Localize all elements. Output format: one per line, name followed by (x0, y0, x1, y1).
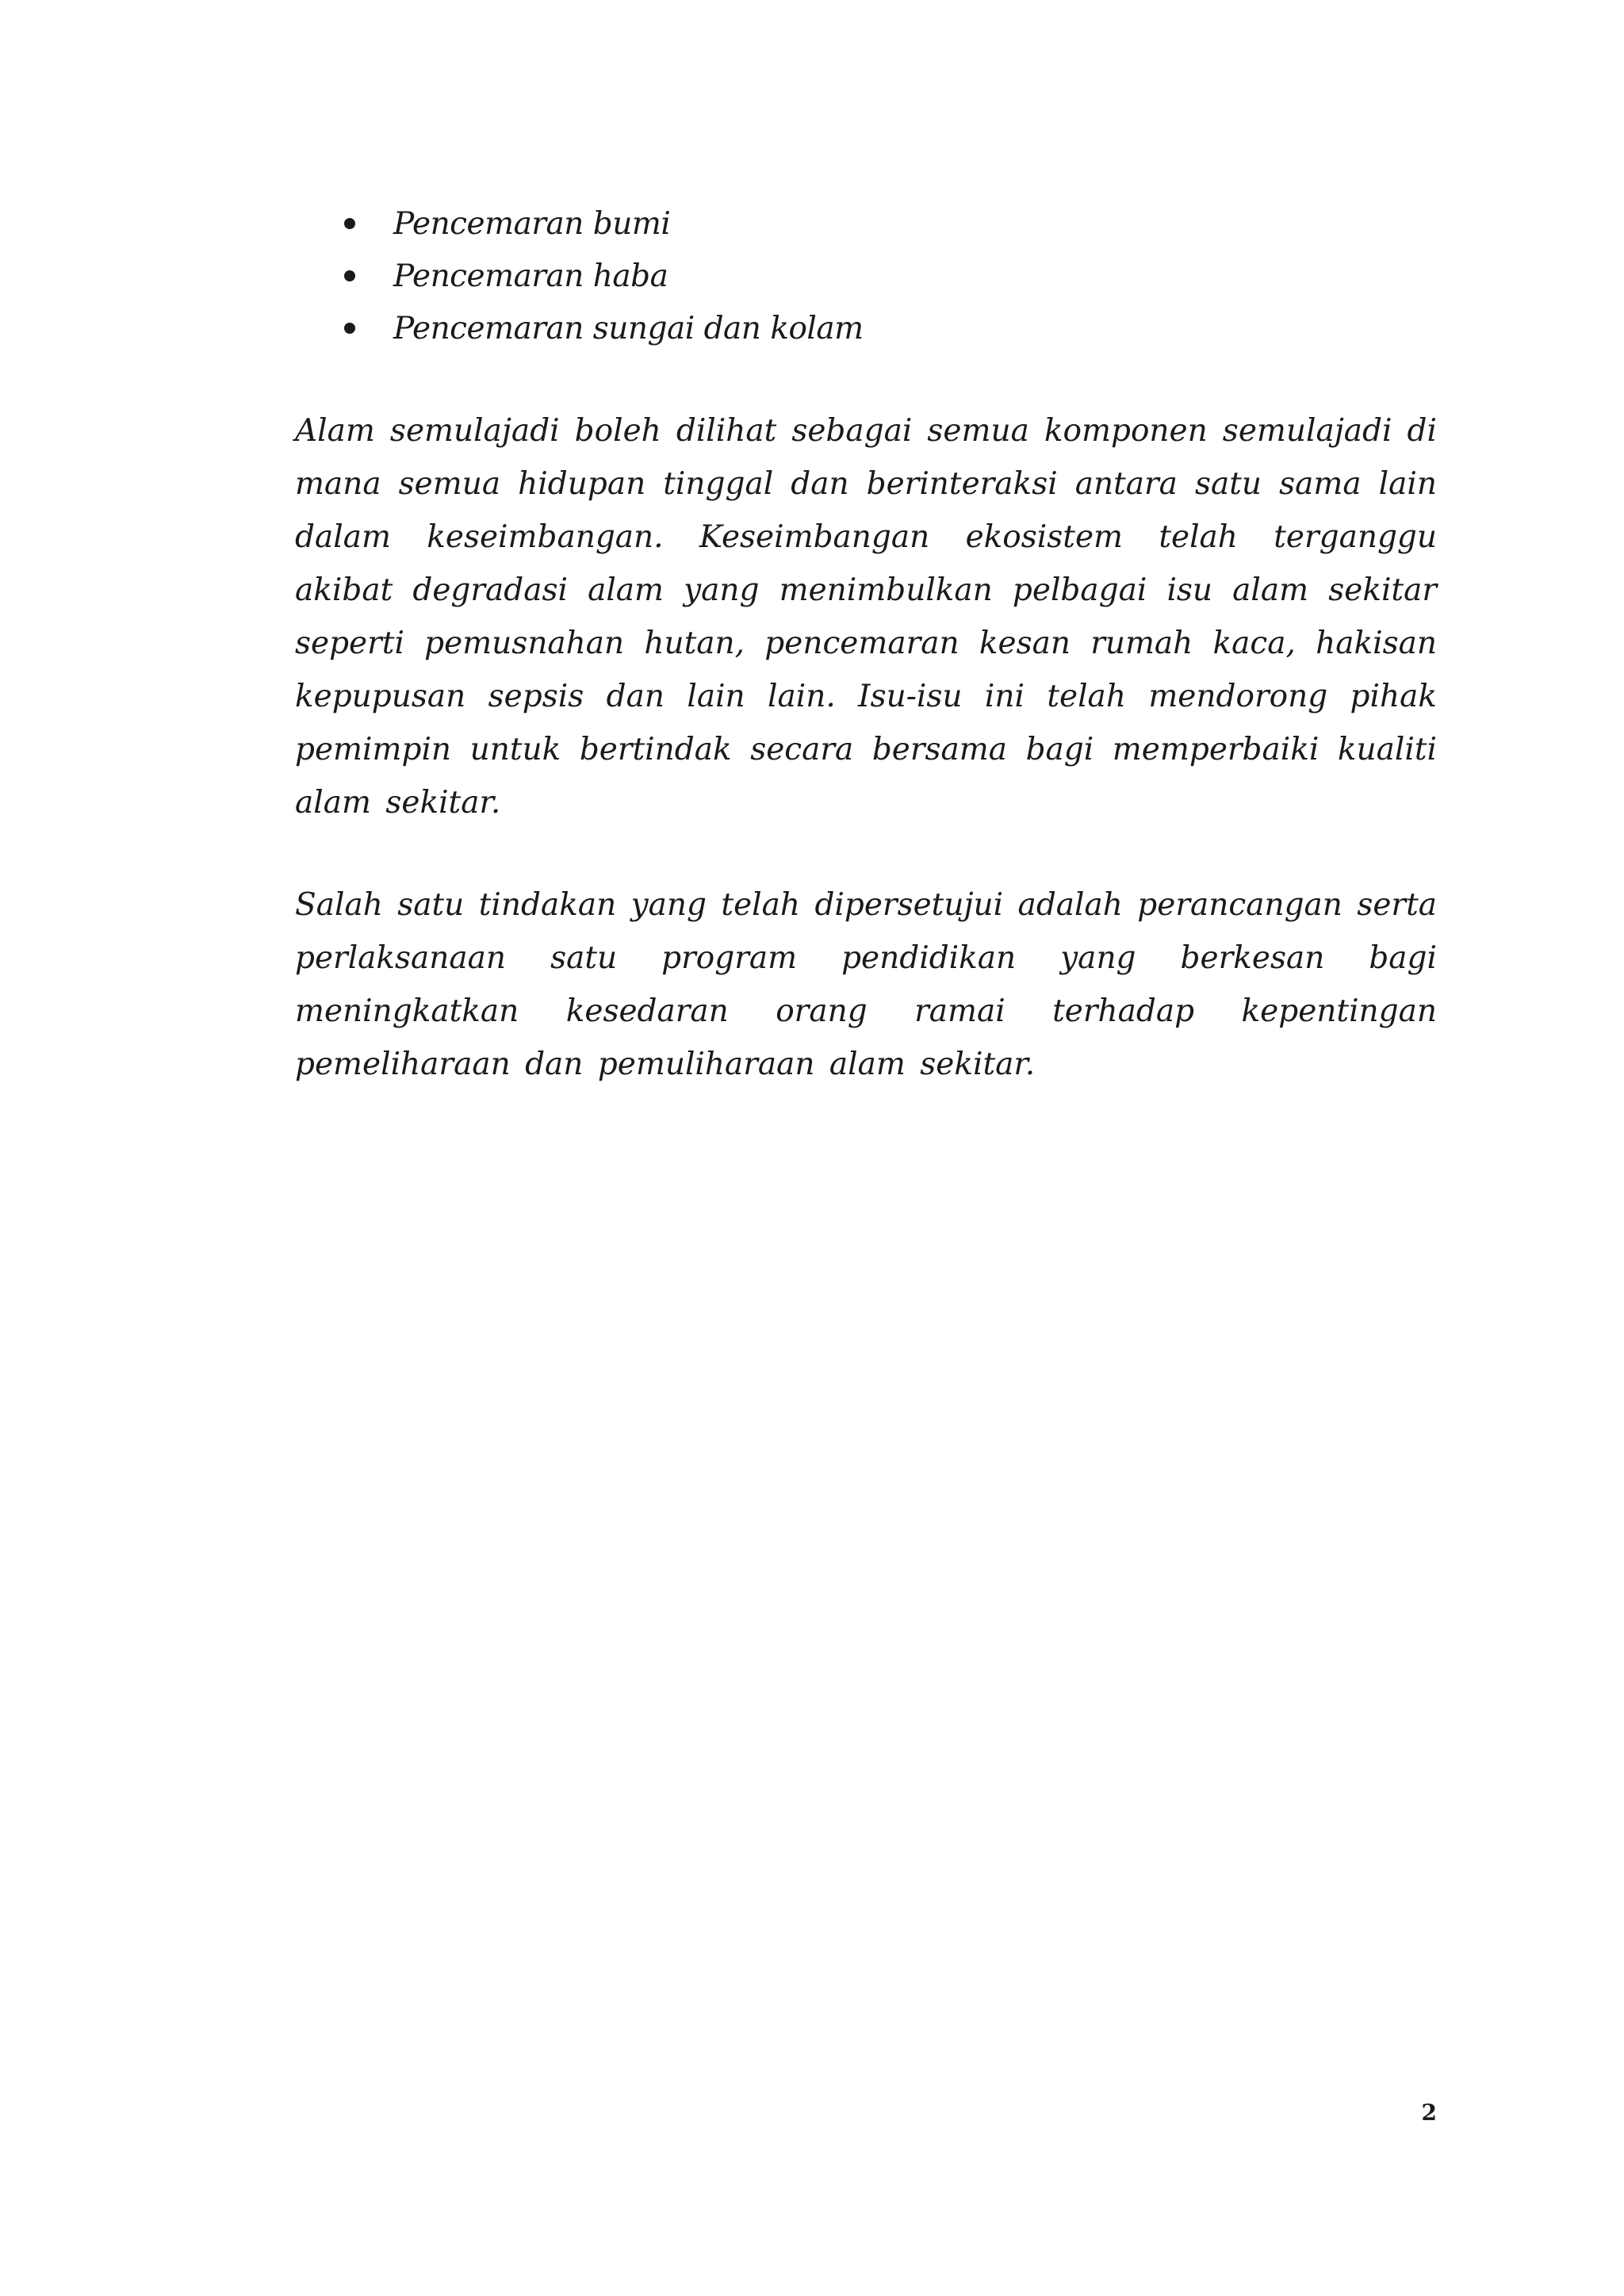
bullet-dot-icon (344, 270, 355, 281)
bullet-item (295, 303, 1437, 355)
page-content (295, 198, 1437, 1140)
bullet-dot-icon (344, 218, 355, 229)
page-number: 2 (1421, 2099, 1437, 2126)
bullet-dot-icon (344, 323, 355, 334)
bullet-text: Pencemaran bumi (393, 206, 671, 242)
paragraph-alam-semulajadi: Alam semulajadi boleh dilihat sebagai semua komponen semulajadi di mana semua hidupan tinggal dan berinteraksi antara satu sama lain dalam keseimbangan. Keseimbangan ekosistem telah terganggu akibat degradasi alam yang menimbulkan pelbagai isu alam sekitar seperti pemusnahan hutan, pencemaran kesan rumah kaca, hakisan kepupusan sepsis dan lain lain. Isu-isu ini telah mendorong pihak pemimpin untuk bertindak secara bersama bagi memperbaiki kualiti alam sekitar. (295, 413, 1437, 821)
bullet-list (295, 198, 1437, 355)
bullet-text: Pencemaran haba (393, 258, 668, 294)
bullet-text: Pencemaran sungai dan kolam (393, 311, 864, 346)
bullet-item (295, 251, 1437, 303)
bullet-item (295, 198, 1437, 251)
paragraph-tindakan: Salah satu tindakan yang telah dipersetujui adalah perancangan serta perlaksanaan satu program pendidikan yang berkesan bagi meningkatkan kesedaran orang ramai terhadap kepentingan pemeliharaan dan pemuliharaan alam sekitar. (295, 887, 1437, 1082)
